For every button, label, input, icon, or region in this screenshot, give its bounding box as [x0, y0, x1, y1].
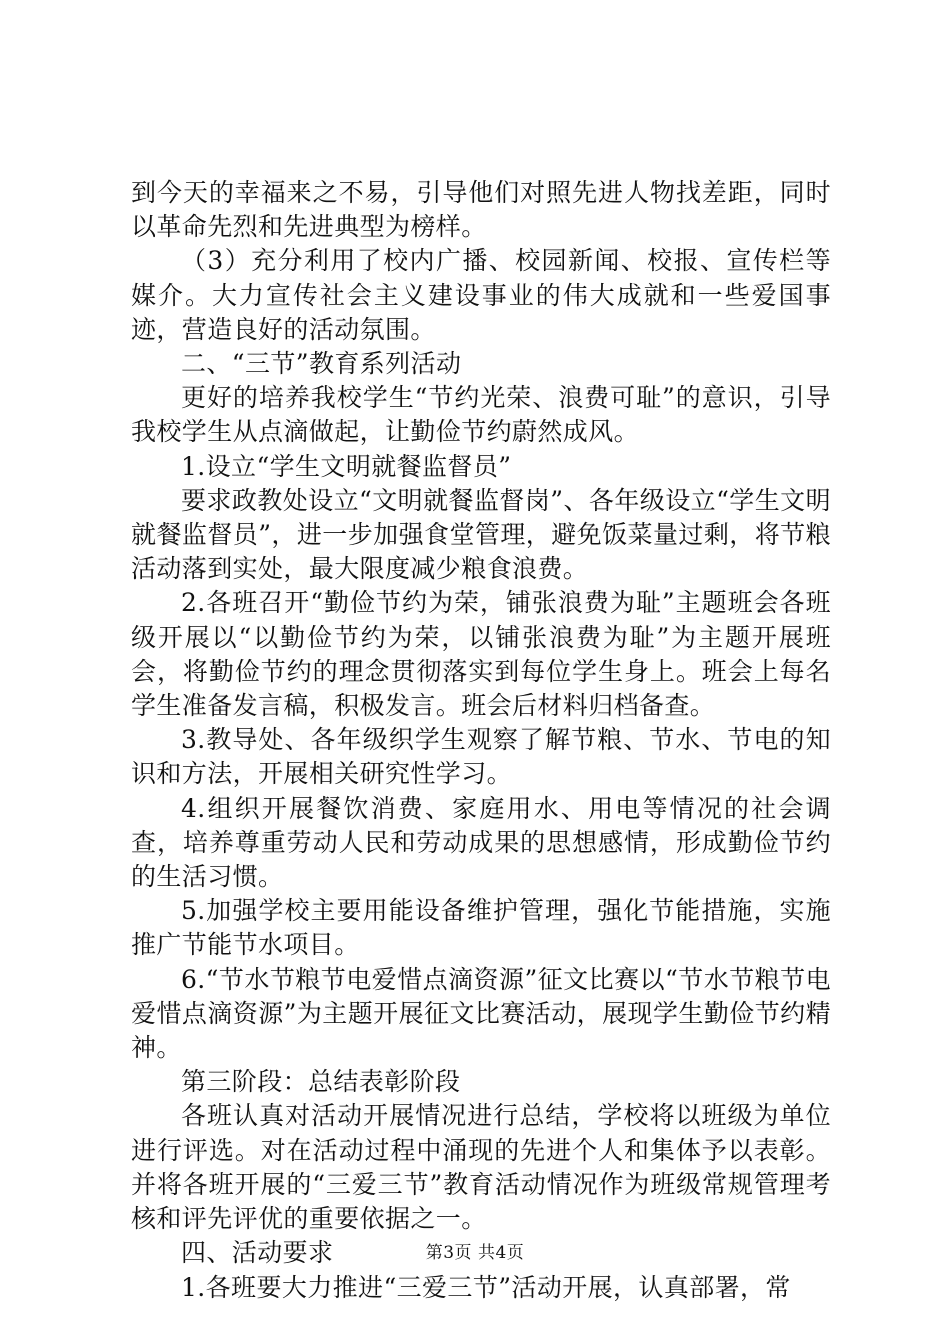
section-heading-stage-three: 第三阶段：总结表彰阶段: [181, 1067, 461, 1097]
document-body: [131, 176, 831, 1305]
list-item-1-title: 1.设立“学生文明就餐监督员”: [181, 451, 512, 481]
list-item-6: 6.“节水节粮节电爱惜点滴资源”征文比赛以“节水节粮节电爱惜点滴资源”为主题开展征文比赛活动，展现学生勤俭节约精神。: [131, 964, 831, 1063]
list-item-4: 4.组织开展餐饮消费、家庭用水、用电等情况的社会调查，培养尊重劳动人民和劳动成果的思想感情，形成勤俭节约的生活习惯。: [131, 793, 831, 892]
list-item-1-body: 要求政教处设立“文明就餐监督岗”、各年级设立“学生文明就餐监督员”，进一步加强食堂管理，避免饭菜量过剩，将节粮活动落到实处，最大限度减少粮食浪费。: [131, 485, 831, 584]
section-heading-two: 二、“三节”教育系列活动: [181, 349, 462, 379]
paragraph-summary: 各班认真对活动开展情况进行总结，学校将以班级为单位进行评选。对在活动过程中涌现的先进个人和集体予以表彰。并将各班开展的“三爱三节”教育活动情况作为班级常规管理考核和评先评优的重要依据之一。: [131, 1101, 831, 1234]
list-item-5: 5.加强学校主要用能设备维护管理，强化节能措施，实施推广节能节水项目。: [131, 896, 831, 960]
paragraph-intro: 更好的培养我校学生“节约光荣、浪费可耻”的意识，引导我校学生从点滴做起，让勤俭节约蔚然成风。: [131, 383, 831, 447]
list-item-2: 2.各班召开“勤俭节约为荣，铺张浪费为耻”主题班会各班级开展以“以勤俭节约为荣，以铺张浪费为耻”为主题开展班会，将勤俭节约的理念贯彻落实到每位学生身上。班会上每名学生准备发言稿，积极发言。班会后材料归档备查。: [131, 588, 831, 721]
page-number-footer: 第3页 共4页: [425, 1243, 525, 1263]
paragraph-item-3: （3）充分利用了校内广播、校园新闻、校报、宣传栏等媒介。大力宣传社会主义建设事业的伟大成就和一些爱国事迹，营造良好的活动氛围。: [131, 246, 831, 344]
requirement-item-1: 1.各班要大力推进“三爱三节”活动开展，认真部署，常: [181, 1272, 791, 1302]
paragraph-continuation: 到今天的幸福来之不易，引导他们对照先进人物找差距，同时以革命先烈和先进典型为榜样。: [131, 178, 831, 242]
section-heading-four: 四、活动要求: [181, 1238, 334, 1268]
list-item-3: 3.教导处、各年级织学生观察了解节粮、节水、节电的知识和方法，开展相关研究性学习。: [131, 725, 831, 789]
